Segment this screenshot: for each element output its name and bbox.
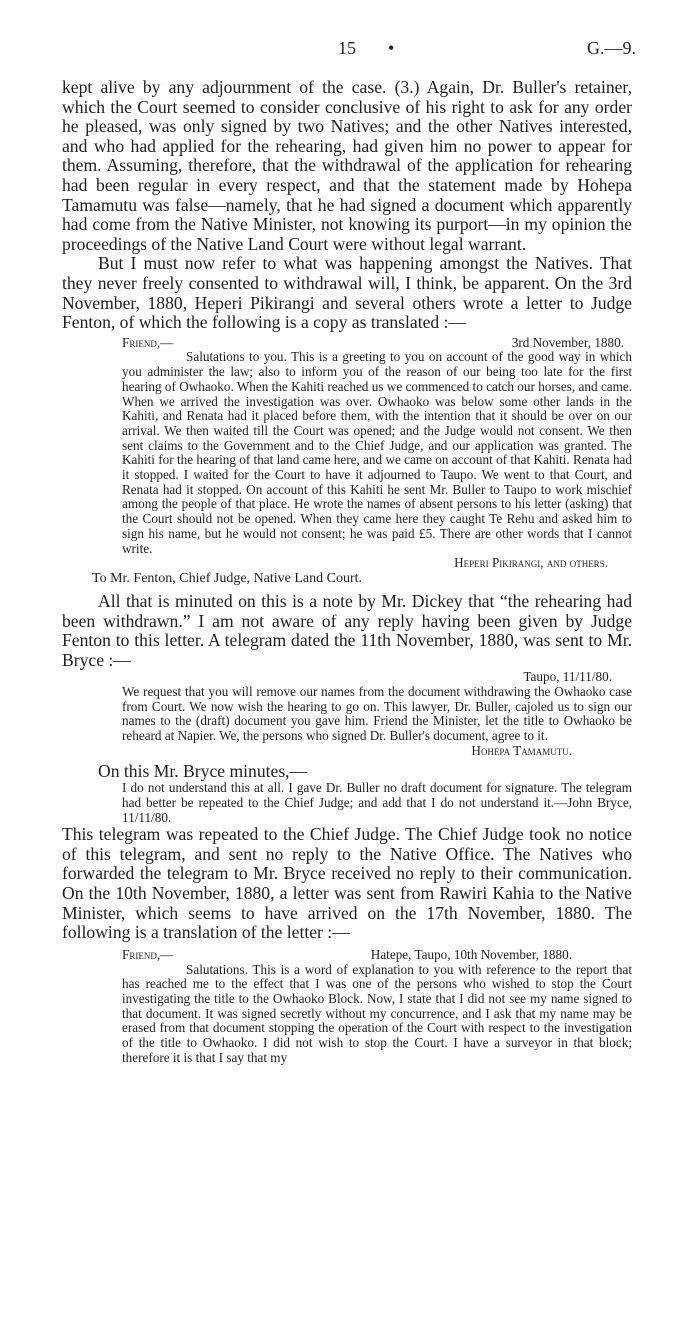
paragraph-2: But I must now refer to what was happening amongst the Natives. That they never freely consented to withdrawal will, I think, be apparent. On the 3rd November, 1880, Heperi Pikirangi and several others wrote a letter to Judge Fenton, of which the following is a copy as translated :— <box>62 253 632 333</box>
paragraph-3: All that is minuted on this is a note by Mr. Dickey that “the rehearing had been withdrawn.” I am not aware of any reply having been given by Judge Fenton to this letter. A telegram dated the 11th November, 1880, was sent to Mr. Bryce :— <box>62 590 632 670</box>
page-header <box>62 38 640 60</box>
letter2-date: Hatepe, Taupo, 10th November, 1880. <box>370 946 572 962</box>
document-reference: G.—9. <box>587 38 636 58</box>
page-body <box>62 78 632 1065</box>
telegram-date: Taupo, 11/11/80. <box>523 669 612 685</box>
paragraph-1: kept alive by any adjournment of the case. (3.) Again, Dr. Buller's retainer, which the Court seemed to consider conclusive of his right to ask for any order he pleased, was only signed by two Natives; and the other Natives interested, and who had applied for the rehearing, had given him no power to appear for them. Assuming, therefore, that the withdrawal of the application for rehearing had been regular in every respect, and that the statement made by Hohepa Tamamutu was false—namely, that he had signed a document which apparently had come from the Native Minister, not knowing its purport—in my opinion the proceedings of the Native Land Court were without legal warrant. <box>62 77 632 254</box>
header-dot: • <box>388 38 395 58</box>
telegram-hohepa-tamamutu <box>122 670 632 758</box>
letter-heperi-pikirangi <box>122 336 632 571</box>
bryce-minute: I do not understand this at all. I gave Dr. Buller no draft document for signature. The telegram had better be repeated to the Chief Judge; and add that I do not understand it.—John Bryce, 11/11/80. <box>122 780 632 825</box>
letter-date: 3rd November, 1880. <box>511 334 624 350</box>
letter-body: Salutations to you. This is a greeting to you on account of the good way in which you administer the law; also to inform you of the reason of our being too late for the first hearing of Owhaoko. When the Kahiti reached us we commenced to catch our horses, and came. When we arrived the investigation was over. Owhaoko was below some other lands in the Kahiti, and Renata had it placed before them, with the intention that it should be over on our arrival. We then waited till the Court was opened; and the Judge would not consent. We then sent claims to the Government and to the Chief Judge, and our application was granted. The Kahiti for the hearing of that land came here, and we came on account of that Kahiti. Renata had it stopped. I waited for the Court to have it adjourned to Taupo. We went to that Court, and Renata had it stopped. On account of this Kahiti he sent Mr. Buller to Taupo to work mischief among the people of that place. He wrote the names of absent persons to his letter (asking) that the Court should not be opened. When they came here they caught Te Rehu and asked him to sign his name, but he would not consent; he was paid £5. There are other words that I cannot write. <box>122 349 632 556</box>
letter-heading <box>122 336 632 351</box>
letter-signature: Heperi Pikirangi, and others. <box>454 555 608 571</box>
letter2-heading <box>122 948 632 963</box>
letter-addressee: To Mr. Fenton, Chief Judge, Native Land Court. <box>92 570 363 586</box>
paragraph-4: On this Mr. Bryce minutes,— <box>98 760 308 781</box>
letter-salutation: Friend,— <box>122 334 174 350</box>
paragraph-5: This telegram was repeated to the Chief Judge. The Chief Judge took no notice of this telegram, and sent no reply to the Native Office. The Natives who forwarded the telegram to Mr. Bryce received no reply to their communication. On the 10th November, 1880, a letter was sent from Rawiri Kahia to the Native Minister, which seems to have arrived on the 17th November, 1880. The following is a translation of the letter :— <box>62 824 632 943</box>
letter-rawiri-kahia <box>122 948 632 1066</box>
page-number: 15 <box>338 38 356 58</box>
letter2-body: Salutations. This is a word of explanation to you with reference to the report that has reached me to the effect that I was one of the persons who wished to stop the Court investigating the title to the Owhaoko Block. Now, I state that I did not see my name signed to that document. It was signed secretly without my concurrence, and I ask that my name may be erased from that document stopping the operation of the Court with respect to the investigation of the title to Owhaoko. I did not wish to stop the Court. I have a surveyor in that block; therefore it is that I say that my <box>122 961 632 1065</box>
telegram-signature: Hohepa Tamamutu. <box>471 742 572 758</box>
letter2-salutation: Friend,— <box>122 946 174 962</box>
telegram-body: We request that you will remove our names from the document withdrawing the Owhaoko case from Court. We now wish the hearing to go on. This lawyer, Dr. Buller, cajoled us to sign our names to the (draft) document you gave him. Friend the Minister, let the title to Owhaoko be reheard at Napier. We, the persons who signed Dr. Buller's document, agree to it. <box>122 684 632 744</box>
